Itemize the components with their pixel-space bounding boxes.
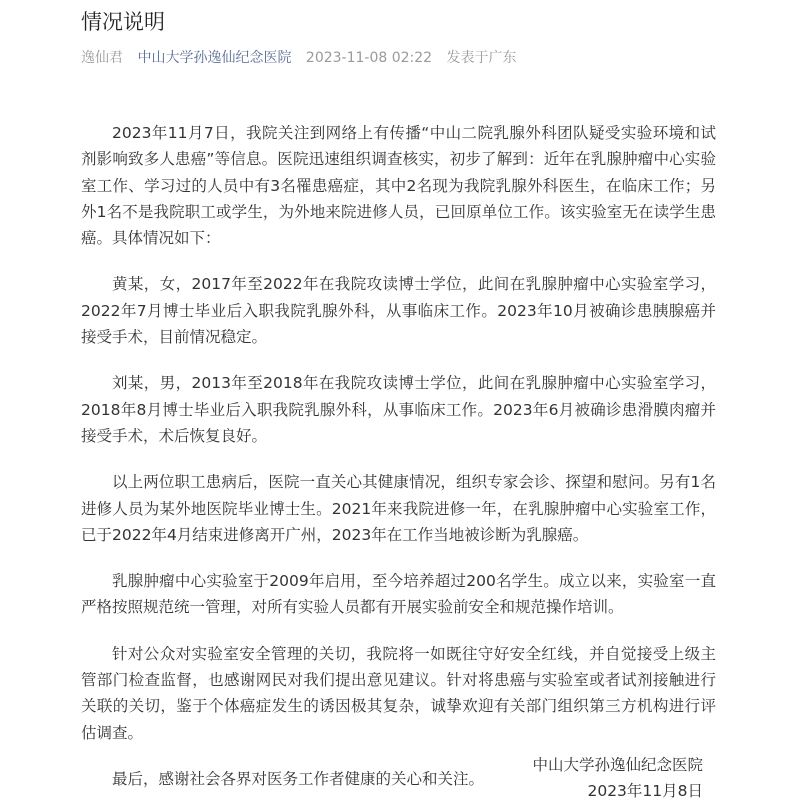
paragraph-2: 黄某，女，2017年至2022年在我院攻读博士学位，此间在乳腺肿瘤中心实验室学习，2022年7月博士毕业后入职我院乳腺外科，从事临床工作。2023年10月被确诊患胰腺癌并接受手术，目前情况稳定。 (81, 275, 716, 347)
paragraph-1: 2023年11月7日，我院关注到网络上有传播“中山二院乳腺外科团队疑受实验环境和试剂影响致多人患癌”等信息。医院迅速组织调查核实，初步了解到：近年在乳腺肿瘤中心实验室工作、学习过的人员中有3名罹患癌症，其中2名现为我院乳腺外科医生，在临床工作；另外1名不是我院职工或学生，为外地来院进修人员，已回原单位工作。该实验室无在读学生患癌。具体情况如下： (81, 124, 716, 248)
article-content (81, 120, 716, 812)
signature-date: 2023年11月8日 (587, 782, 703, 800)
signature-org: 中山大学孙逸仙纪念医院 (532, 756, 703, 774)
article-title: 情况说明 (81, 10, 165, 34)
signature (532, 752, 703, 804)
publish-location: 发表于广东 (446, 50, 517, 66)
paragraph-5: 乳腺肿瘤中心实验室于2009年启用，至今培养超过200名学生。成立以来，实验室一直严格按照规范统一管理，对所有实验人员都有开展实验前安全和规范操作培训。 (81, 572, 716, 617)
paragraph-3: 刘某，男，2013年至2018年在我院攻读博士学位，此间在乳腺肿瘤中心实验室学习，2018年8月博士毕业后入职我院乳腺外科，从事临床工作。2023年6月被确诊患滑膜肉瘤并接受手术，术后恢复良好。 (81, 374, 716, 445)
article-meta (81, 48, 517, 68)
account-link[interactable]: 中山大学孙逸仙纪念医院 (137, 50, 292, 66)
publish-time: 2023-11-08 02:22 (305, 50, 433, 66)
paragraph-4: 以上两位职工患病后，医院一直关心其健康情况，组织专家会诊、探望和慰问。另有1名进修人员为某外地医院毕业博士生。2021年来我院进修一年，在乳腺肿瘤中心实验室工作，已于2022年4月结束进修离开广州，2023年在工作当地被诊断为乳腺癌。 (81, 473, 716, 544)
author-name: 逸仙君 (81, 50, 123, 66)
paragraph-6: 针对公众对实验室安全管理的关切，我院将一如既往守好安全红线，并自觉接受上级主管部门检查监督，也感谢网民对我们提出意见建议。针对将患癌与实验室或者试剂接触进行关联的关切，鉴于个体癌症发生的诱因极其复杂，诚挚欢迎有关部门组织第三方机构进行评估调查。 (81, 644, 716, 742)
paragraph-7: 最后，感谢社会各界对医务工作者健康的关心和关注。 (112, 769, 485, 788)
